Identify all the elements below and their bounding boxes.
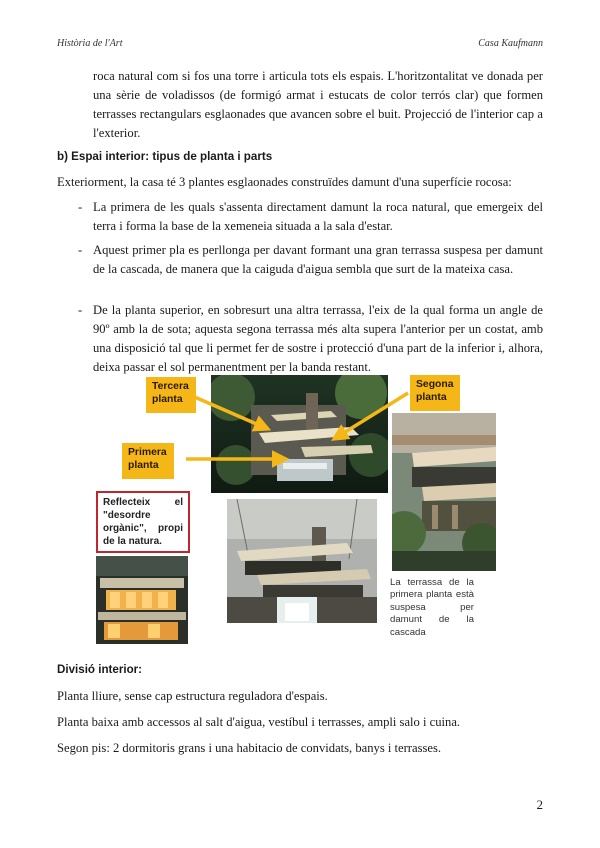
- header-subject: Història de l'Art: [57, 38, 123, 49]
- section-b-heading: b) Espai interior: tipus de planta i parts: [57, 150, 273, 163]
- bullet-item: La primera de les quals s'assenta directament damunt la roca natural, que emergeix del terra i forma la base de la xemeneia situada a la sala d'estar.: [93, 200, 543, 233]
- divisio-heading: Divisió interior:: [57, 663, 143, 676]
- fallingwater-figure: [90, 371, 500, 649]
- label-segona-planta: Segona planta: [410, 375, 460, 411]
- bullet-item: Aquest primer pla es perllonga per davant formant una gran terrassa suspesa per damunt de la cascada, de manera que la caiguda d'aigua sembla que surt de la mateixa casa.: [93, 243, 543, 276]
- arrow-segona: [334, 393, 408, 439]
- arrow-tercera: [190, 395, 268, 429]
- intro-paragraph: roca natural com si fos una torre i articula tots els espais. L'horitzontalitat ve donada per una sèrie de voladissos (de formigó armat i estucats de color terrós clar) que formen terrasses rectangulars esglaonades que avancen sobre el buit. Projecció de l'interior cap a l'exterior.: [93, 69, 543, 140]
- divisio-line: Planta lliure, sense cap estructura reguladora d'espais.: [57, 689, 328, 703]
- label-tercera-planta: Tercera planta: [146, 377, 196, 413]
- page-number: 2: [536, 797, 543, 812]
- bullet-marker: -: [78, 200, 83, 214]
- bullet-marker: -: [78, 243, 83, 257]
- section-b-lead: Exteriorment, la casa té 3 plantes esglaonades construïdes damunt d'una superfície rocosa:: [57, 175, 512, 189]
- label-primera-planta: Primera planta: [122, 443, 174, 479]
- caption-terrassa: La terrassa de la primera planta està suspesa per damunt de la cascada: [390, 577, 474, 638]
- divisio-line: Planta baixa amb accessos al salt d'aigua, vestíbul i terrasses, ampli salo i cuina.: [57, 715, 461, 729]
- bullet-item: De la planta superior, en sobresurt una altra terrassa, l'eix de la qual forma un angle de 90º amb la de sota; aquesta segona terrassa més alta supera l'anterior per un costat, amb una disposició tal que li permet fer de sostre i protecció d'una part de la inferior i, alhora, deixa passar el sol permanentment per la banda restant.: [93, 303, 543, 374]
- bullet-marker: -: [78, 303, 83, 317]
- divisio-line: Segon pis: 2 dormitoris grans i una habitacio de convidats, banys i terrasses.: [57, 741, 442, 755]
- note-desordre-organic: Reflecteix el "desordre orgànic", propi de la natura.: [96, 491, 190, 553]
- header-title: Casa Kaufmann: [478, 38, 543, 49]
